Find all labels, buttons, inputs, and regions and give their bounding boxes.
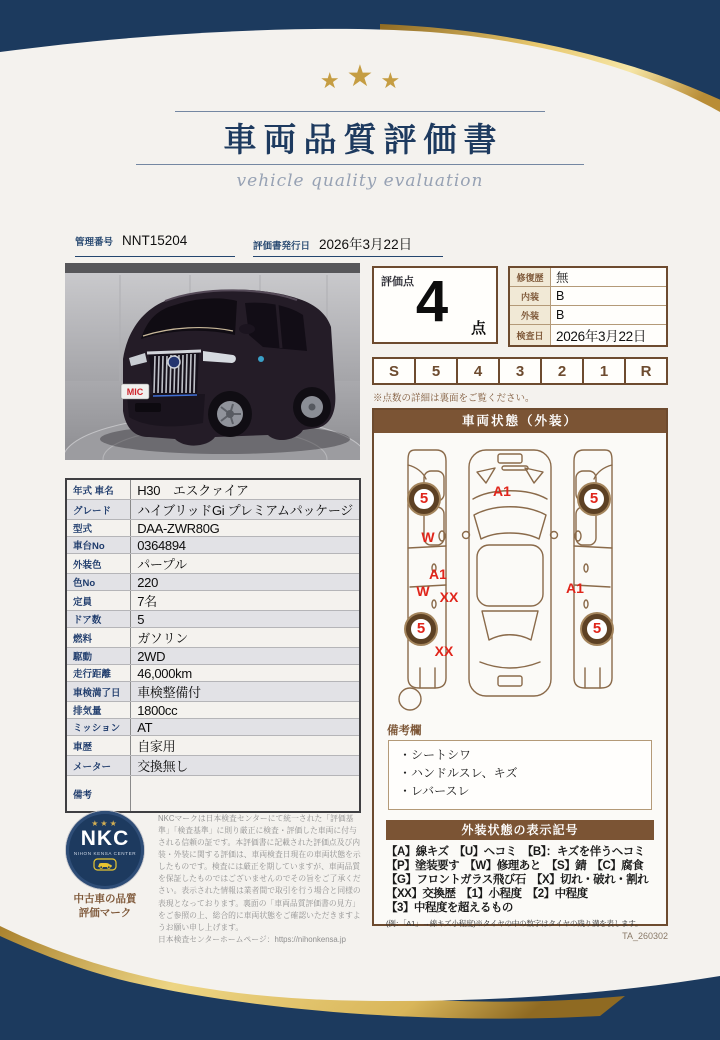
table-row [66,682,360,702]
damage-mark-left-front-door: W [421,529,435,545]
divider-bottom [136,164,584,165]
table-row [66,500,360,520]
legend-line: 【3】中程度を超えるもの [386,902,513,915]
summary-row-label: 内装 [509,287,551,306]
vehicle-row-label: 年式 車名 [66,479,131,500]
table-row [66,702,360,719]
legend-line: 【G】フロントガラス飛び石 【X】切れ・破れ・割れ [386,874,649,887]
table-row [66,479,360,500]
vehicle-row-value: H30 エスクァイア [131,479,360,500]
score-unit: 点 [470,320,486,337]
table-row [66,756,360,776]
control-number [75,233,235,257]
tire-depth-rear-right: 5 [582,614,612,644]
scale-cell-2: 2 [542,359,584,383]
license-plate-text: MIC [126,387,144,397]
nkc-caption [57,893,153,920]
vehicle-row-value: 車検整備付 [131,682,360,702]
summary-row-value: 2026年3月22日 [551,325,668,347]
tire-depth-front-left: 5 [409,484,439,514]
table-row [66,719,360,736]
damage-mark-left-rear-door: XX [439,589,459,605]
control-number-value: NNT15204 [122,233,188,248]
remarks-box [388,740,652,810]
nkc-homepage: 日本検査センターホームページ：https://nihonkensa.jp [158,934,347,944]
scale-cell-3: 3 [500,359,542,383]
page-subtitle: vehicle quality evaluation [236,171,484,191]
page-title: 車両品質評価書 [223,123,504,159]
nkc-description-text: NKCマークは日本検査センターにて統一された「評価基準」「検査基準」に則り厳正に検査・評価した車両に付与される信頼の証です。本評価書に記載された評価点及び内装・外装に関する評価は、車両検査日現在の車両状態を示したものです。検査には厳正を期していますが、車両品質を保証したものではございませんのでその旨をご了承ください。表示された情報は業者間で取引を行う場合と同様の表現となっております。裏面の「車両品質評価書の見方」をご参照の上、総合的に車両状態をご確認いただきますようお願い申し上げます。 [158,814,361,932]
vehicle-row-label: ミッション [66,719,131,736]
vehicle-row-label: 車検満了日 [66,682,131,702]
vehicle-table [65,478,361,813]
meta-row [75,233,443,257]
damage-mark-left-rear-door: W [416,583,430,599]
damage-mark-right-side: A1 [566,580,584,596]
vehicle-row-label: 外装色 [66,554,131,574]
summary-row-label: 修復歴 [509,267,551,287]
vehicle-row-label: 排気量 [66,702,131,719]
table-row [509,267,667,287]
star-icon: ★ [319,68,340,93]
summary-row-label: 検査日 [509,325,551,347]
vehicle-row-value: 46,000km [131,665,360,682]
vehicle-row-value: 0364894 [131,537,360,554]
table-row [66,648,360,665]
table-row [66,591,360,611]
table-row [509,325,667,347]
star-icon: ★ [346,60,374,93]
vehicle-row-value: AT [131,719,360,736]
table-row [509,306,667,325]
table-row [66,554,360,574]
score-label: 評価点 [381,276,414,288]
table-row [66,520,360,537]
issue-date-value: 2026年3月22日 [319,237,413,252]
damage-mark-bonnet: A1 [493,483,511,499]
score-box [372,266,498,344]
nkc-caption-line2: 評価マーク [78,906,132,919]
remark-line: ・シートシワ [399,748,472,762]
vehicle-row-label: メーター [66,756,131,776]
summary-row-value: B [551,306,668,325]
vehicle-row-value: ガソリン [131,628,360,648]
vehicle-row-value: 7名 [131,591,360,611]
table-row [509,287,667,306]
score-scale-note: ※点数の詳細は裏面をご覧ください。 [373,393,535,404]
summary-row-value: B [551,287,668,306]
scale-cell-4: 4 [458,359,500,383]
vehicle-row-label: ドア数 [66,611,131,628]
vehicle-row-value: 1800cc [131,702,360,719]
vehicle-photo [65,263,360,460]
nkc-description [158,813,362,946]
table-row [66,736,360,756]
table-row [66,776,360,813]
table-row [66,628,360,648]
vehicle-row-label: 車歴 [66,736,131,756]
legend-lines [386,845,654,915]
control-number-label: 管理番号 [75,237,114,248]
vehicle-row-value: パープル [131,554,360,574]
vehicle-row-value: 2WD [131,648,360,665]
legend-line: 【A】線キズ 【U】ヘコミ 【B】：キズを伴うヘコミ [386,846,645,858]
header-stars [0,62,720,92]
scale-cell-1: 1 [584,359,626,383]
nkc-caption-line1: 中古車の品質 [73,893,137,905]
vehicle-row-label: 型式 [66,520,131,537]
condition-panel [372,408,668,929]
legend-line: 【P】塗装要す 【W】修理あと 【S】錆 【C】腐食 [386,860,644,873]
vehicle-row-value [131,776,360,813]
form-code: TA_260302 [622,931,668,941]
vehicle-row-value: ハイブリッドGi プレミアムパッケージ [131,500,360,520]
vehicle-row-value: DAA-ZWR80G [131,520,360,537]
vehicle-row-label: 駆動 [66,648,131,665]
table-row [66,537,360,554]
nkc-stars: ★★★ [91,819,119,828]
summary-table-body [509,267,667,346]
damage-mark-left-rear-fender: XX [434,643,454,659]
diagram-overlay [374,435,666,717]
vehicle-row-label: 定員 [66,591,131,611]
legend-note: (例：「A1」→線キズ小程度)※タイヤの中の数字はタイヤの残り溝を表します。 [386,919,643,929]
car-icon [93,858,117,871]
remark-line: ・レバースレ [399,784,470,798]
tire-depth-rear-left: 5 [406,614,436,644]
nkc-logo-subtext: NIHON KENSA CENTER [73,851,137,857]
star-icon: ★ [380,68,401,93]
table-row [66,574,360,591]
summary-table [508,266,668,347]
score-scale [372,357,668,385]
summary-row-label: 外装 [509,306,551,325]
damage-mark-left-side: A1 [429,566,447,582]
scale-cell-S: S [374,359,416,383]
car-damage-diagram [374,435,666,717]
legend-line: 【XX】交換歴 【1】小程度 【2】中程度 [386,888,588,901]
table-row [66,611,360,628]
vehicle-row-value: 交換無し [131,756,360,776]
issue-date [253,233,443,257]
score-value: 4 [415,269,449,334]
table-row [66,665,360,682]
tire-depth-front-right: 5 [579,484,609,514]
vehicle-row-label: 色No [66,574,131,591]
vehicle-row-value: 自家用 [131,736,360,756]
issue-date-label: 評価書発行日 [253,241,311,252]
scale-cell-5: 5 [416,359,458,383]
vehicle-row-value: 5 [131,611,360,628]
legend-title: 外装状態の表示記号 [386,820,654,840]
remark-line: ・ハンドルスレ、キズ [399,766,518,780]
vehicle-row-label: グレード [66,500,131,520]
vehicle-row-label: 備考 [66,776,131,813]
nkc-logo [66,811,144,889]
condition-panel-title: 車両状態（外装） [374,410,666,433]
vehicle-row-label: 燃料 [66,628,131,648]
divider-top [175,111,545,112]
summary-row-value: 無 [551,267,668,287]
vehicle-row-value: 220 [131,574,360,591]
vehicle-table-body [66,479,360,812]
remarks-label: 備考欄 [387,725,422,737]
scale-cell-R: R [640,362,652,380]
vehicle-row-label: 走行距離 [66,665,131,682]
nkc-logo-text: NKC [80,827,130,850]
vehicle-row-label: 車台No [66,537,131,554]
